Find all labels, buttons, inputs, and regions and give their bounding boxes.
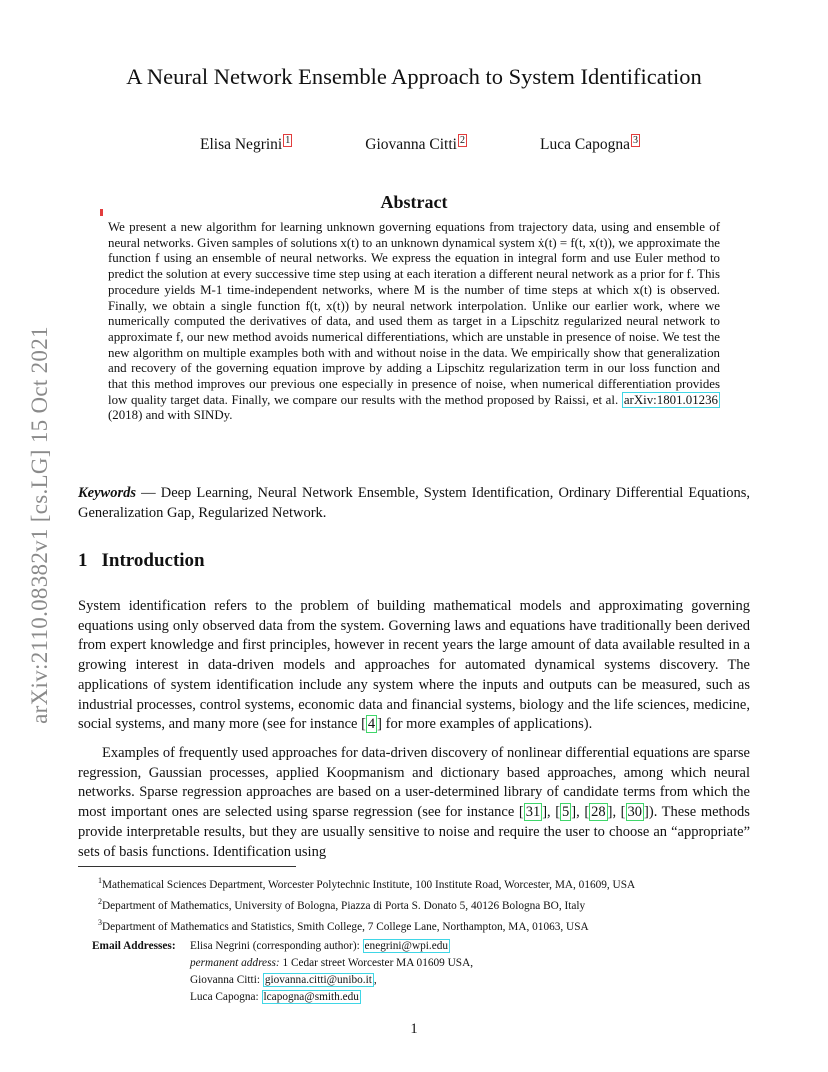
footnote-text: Mathematical Sciences Department, Worcester Polytechnic Institute, 100 Institute Road, Worcester, MA, 01609, USA <box>102 878 636 891</box>
abstract-tail: (2018) and with SINDy. <box>108 408 233 423</box>
arxiv-identifier: arXiv:2110.08382v1 [cs.LG] 15 Oct 2021 <box>27 326 52 724</box>
arxiv-sidebar <box>20 290 60 760</box>
page-number: 1 <box>410 1021 418 1037</box>
address-text: 1 Cedar street Worcester MA 01609 USA, <box>282 957 474 969</box>
author-1 <box>200 135 292 154</box>
intro-paragraph-1: System identification refers to the problem of building mathematical models and approximating governing equations using only observed data from the system. Governing laws and equations have traditionally been derived from expert knowledge and first principles, however in recent years the large amount of data available resulted in a growing interest in data-driven models and approaches for automated dynamical systems discovery. The applications of system identification include any system where the inputs and outputs can be measured, such as industrial processes, control systems, economic data and financial systems, biology and the life sciences, medicine, social systems, and many more (see for instance [ 4 ] for more examples of applications). <box>78 598 750 733</box>
citation-link[interactable]: 4 <box>367 716 376 733</box>
footnote-link-2[interactable]: 2 <box>459 135 465 146</box>
email-link-capogna[interactable]: lcapogna@smith.edu <box>263 991 359 1003</box>
paragraph-text: ). These methods provide interpretable results, but they are usually sensitive to noise and require the user to choose an “appropriate” sets of basis functions. Identification using <box>78 804 750 860</box>
citation-link[interactable]: 30 <box>627 804 643 821</box>
citation-link[interactable]: 28 <box>591 804 606 821</box>
abstract-heading: Abstract <box>380 192 448 212</box>
footnote-link-1[interactable]: 1 <box>285 135 291 146</box>
footnote-number: 3 <box>98 918 102 927</box>
paragraph-text: System identification refers to the problem of building mathematical models and approximating governing equations using only observed data from the system. Governing laws and equations have traditionally been derived from expert knowledge and first principles, however in recent years the large amount of data available resulted in a growing interest in data-driven models and approaches for automated dynamical systems discovery. The applications of system identification include any system where the inputs and outputs can be measured, such as industrial processes, control systems, economic data and financial systems, biology and the life sciences, medicine, social systems, and many more (see for instance <box>78 598 750 733</box>
abstract-text <box>108 220 720 424</box>
email-link-negrini[interactable]: enegrini@wpi.edu <box>364 940 449 952</box>
footnote-text: Department of Mathematics, University of Bologna, Piazza di Porta S. Donato 5, 40126 Bologna BO, Italy <box>102 899 586 912</box>
link-marker[interactable] <box>100 209 103 216</box>
email-owner: Elisa Negrini (corresponding author): <box>190 940 360 952</box>
email-link-citti[interactable]: giovanna.citti@unibo.it <box>264 974 372 986</box>
address-label: permanent address: <box>190 957 280 969</box>
arxiv-reference-link[interactable]: arXiv:1801.01236 <box>623 392 718 407</box>
footnote-number: 1 <box>98 876 102 885</box>
author-list <box>200 135 640 154</box>
paragraph-text: Examples of frequently used approaches for data-driven discovery of nonlinear differential equations are sparse regression, Gaussian processes, applied Koopmanism and dictionary based approaches, among which neural networks. Sparse regression approaches are based on a user-determined library of candidate terms from which the most important ones are selected using sparse regression (see for instance <box>78 745 750 821</box>
author-name: Elisa Negrini <box>200 136 283 154</box>
abstract-body: We present a new algorithm for learning unknown governing equations from trajectory data, using and ensemble of neural networks. Given samples of solutions x(t) to an unknown dynamical system ẋ(t) = f(t, x(t)), we approximate the function f using an ensemble of neural networks. We express the equation in integral form and use Euler method to predict the solution at every successive time step using at each iteration a different neural network as a prior for f. This procedure yields M-1 time-independent networks, where M is the number of time steps at which x(t) is observed. Finally, we obtain a single function f(t, x(t)) by neural network interpolation. Unlike our earlier work, where we numerically computed the derivatives of data, and used them as target in a Lipschitz regularized neural network to approximate f, our new method avoids numerical differentiations, which are unstable in presence of noise. We test the new algorithm on multiple examples both with and without noise in the data. We empirically show that generalization and recovery of the governing equation improve by adding a Lipschitz regularization term in our loss function and that this method improves our previous one especially in presence of noise, when numerical differentiation provides low quality target data. Finally, we compare our results with the method proposed by Raissi, et al. <box>108 220 720 407</box>
keywords-separator: — <box>141 485 156 501</box>
paper-title: A Neural Network Ensemble Approach to System Identification <box>126 64 702 89</box>
keywords-text: Deep Learning, Neural Network Ensemble, System Identification, Ordinary Differential Equations, Generalization Gap, Regularized Network. <box>78 485 750 521</box>
section-heading <box>78 550 205 572</box>
citation-link[interactable]: 5 <box>562 804 570 821</box>
citation-link[interactable]: 31 <box>525 804 541 821</box>
email-owner: Giovanna Citti: <box>190 974 260 986</box>
email-row-2 <box>92 955 473 972</box>
footnote-2 <box>98 897 585 912</box>
author-3 <box>540 135 640 154</box>
email-row-3: Giovanna Citti: giovanna.citti@unibo.it , <box>190 974 377 986</box>
footnote-text: Department of Mathematics and Statistics, Smith College, 7 College Lane, Northampton, MA, 01063, USA <box>102 920 589 933</box>
footnote-1 <box>98 876 635 891</box>
section-title: Introduction <box>101 550 205 571</box>
footnote-divider <box>78 866 296 867</box>
author-name: Giovanna Citti <box>365 136 457 154</box>
email-addresses <box>92 938 473 1006</box>
email-owner: Luca Capogna: <box>190 991 259 1003</box>
section-number: 1 <box>78 550 88 571</box>
author-name: Luca Capogna <box>540 136 630 154</box>
footnote-link-3[interactable]: 3 <box>633 135 638 146</box>
keywords-label: Keywords <box>78 485 136 501</box>
email-row-1 <box>92 938 473 955</box>
intro-paragraph-2: Examples of frequently used approaches for data-driven discovery of nonlinear differential equations are sparse regression, Gaussian processes, applied Koopmanism and dictionary based approaches, among which neural networks. Sparse regression approaches are based on a user-determined library of candidate terms from which the most important ones are selected using sparse regression (see for instance [ 31 ], [ 5 ], [ 28 ], [ 30 ]). These methods provide interpretable results, but they are usually sensitive to noise and require the user to choose an “appropriate” sets of basis functions. Identification using <box>78 745 750 860</box>
email-row-4 <box>92 989 473 1006</box>
keywords <box>78 483 750 523</box>
paragraph-text: for more examples of applications). <box>385 716 593 733</box>
footnote-3 <box>98 918 589 933</box>
author-2 <box>365 135 467 154</box>
email-label: Email Addresses: <box>92 940 176 952</box>
footnote-number: 2 <box>98 897 102 906</box>
